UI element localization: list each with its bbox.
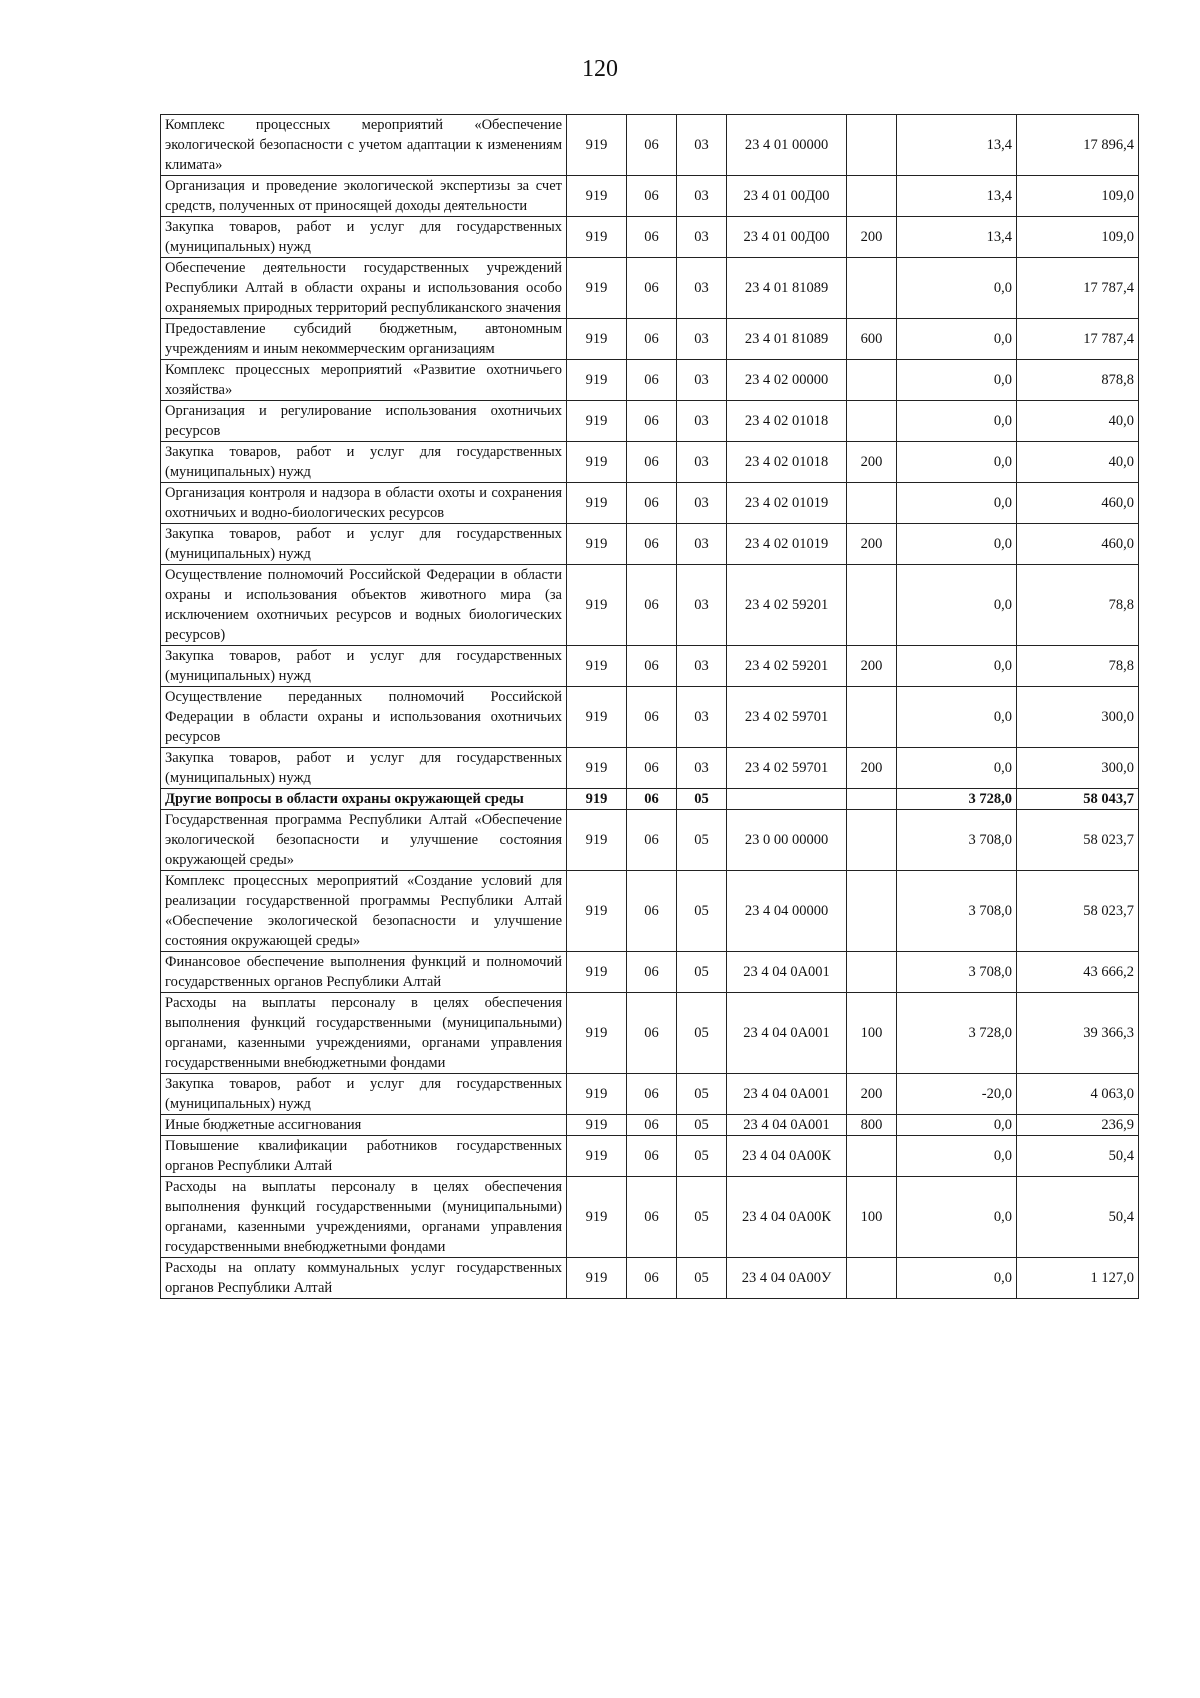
section-code: 06	[627, 687, 677, 748]
target-article-code: 23 4 02 01019	[727, 483, 847, 524]
expense-type-code: 200	[847, 524, 897, 565]
section-code: 06	[627, 952, 677, 993]
section-code: 06	[627, 115, 677, 176]
table-row	[161, 176, 1139, 217]
amount-total: 460,0	[1017, 524, 1139, 565]
row-name: Закупка товаров, работ и услуг для государственных (муниципальных) нужд	[161, 646, 567, 687]
section-code: 06	[627, 217, 677, 258]
row-name: Повышение квалификации работников государственных органов Республики Алтай	[161, 1136, 567, 1177]
target-article-code: 23 4 02 00000	[727, 360, 847, 401]
amount-total: 78,8	[1017, 646, 1139, 687]
table-row	[161, 401, 1139, 442]
amount-change: -20,0	[897, 1074, 1017, 1115]
section-code: 06	[627, 748, 677, 789]
grbs-code: 919	[567, 748, 627, 789]
budget-table	[160, 114, 1139, 1299]
subsection-code: 05	[677, 1115, 727, 1136]
section-code: 06	[627, 483, 677, 524]
target-article-code: 23 4 02 59201	[727, 565, 847, 646]
grbs-code: 919	[567, 952, 627, 993]
subsection-code: 05	[677, 952, 727, 993]
subsection-code: 03	[677, 217, 727, 258]
amount-change: 0,0	[897, 524, 1017, 565]
grbs-code: 919	[567, 319, 627, 360]
row-name: Закупка товаров, работ и услуг для государственных (муниципальных) нужд	[161, 217, 567, 258]
target-article-code: 23 4 04 0А00К	[727, 1136, 847, 1177]
amount-change: 0,0	[897, 1115, 1017, 1136]
table-row	[161, 871, 1139, 952]
subsection-code: 03	[677, 319, 727, 360]
expense-type-code	[847, 565, 897, 646]
expense-type-code: 100	[847, 993, 897, 1074]
row-name: Комплекс процессных мероприятий «Обеспечение экологической безопасности с учетом адаптации к изменениям климата»	[161, 115, 567, 176]
section-code: 06	[627, 319, 677, 360]
amount-total: 17 787,4	[1017, 319, 1139, 360]
amount-total: 460,0	[1017, 483, 1139, 524]
amount-change: 13,4	[897, 217, 1017, 258]
row-name: Закупка товаров, работ и услуг для государственных (муниципальных) нужд	[161, 442, 567, 483]
grbs-code: 919	[567, 1258, 627, 1299]
expense-type-code: 200	[847, 748, 897, 789]
grbs-code: 919	[567, 442, 627, 483]
table-row	[161, 217, 1139, 258]
row-name: Организация контроля и надзора в области охоты и сохранения охотничьих и водно-биологических ресурсов	[161, 483, 567, 524]
target-article-code: 23 4 02 59701	[727, 687, 847, 748]
subsection-code: 03	[677, 748, 727, 789]
subsection-code: 03	[677, 524, 727, 565]
row-name: Расходы на выплаты персоналу в целях обеспечения выполнения функций государственными (муниципальными) органами, казенными учреждениями, органами управления государственными внебюджетными фондами	[161, 993, 567, 1074]
row-name: Иные бюджетные ассигнования	[161, 1115, 567, 1136]
amount-total: 58 043,7	[1017, 789, 1139, 810]
grbs-code: 919	[567, 524, 627, 565]
subsection-code: 05	[677, 1074, 727, 1115]
expense-type-code: 200	[847, 646, 897, 687]
amount-change: 0,0	[897, 565, 1017, 646]
table-row	[161, 1177, 1139, 1258]
table-row	[161, 646, 1139, 687]
row-name: Осуществление полномочий Российской Федерации в области охраны и использования объектов животного мира (за исключением охотничьих ресурсов и водных биологических ресурсов)	[161, 565, 567, 646]
table-row	[161, 687, 1139, 748]
expense-type-code	[847, 1258, 897, 1299]
target-article-code: 23 4 01 81089	[727, 258, 847, 319]
target-article-code: 23 0 00 00000	[727, 810, 847, 871]
target-article-code: 23 4 01 00Д00	[727, 176, 847, 217]
row-name: Предоставление субсидий бюджетным, автономным учреждениям и иным некоммерческим организациям	[161, 319, 567, 360]
grbs-code: 919	[567, 1115, 627, 1136]
expense-type-code	[847, 687, 897, 748]
expense-type-code	[847, 1136, 897, 1177]
row-name: Финансовое обеспечение выполнения функций и полномочий государственных органов Республики Алтай	[161, 952, 567, 993]
expense-type-code	[847, 115, 897, 176]
amount-total: 50,4	[1017, 1136, 1139, 1177]
grbs-code: 919	[567, 483, 627, 524]
amount-total: 58 023,7	[1017, 871, 1139, 952]
expense-type-code	[847, 952, 897, 993]
amount-total: 78,8	[1017, 565, 1139, 646]
target-article-code: 23 4 04 00000	[727, 871, 847, 952]
row-name: Закупка товаров, работ и услуг для государственных (муниципальных) нужд	[161, 1074, 567, 1115]
target-article-code: 23 4 04 0А001	[727, 1074, 847, 1115]
row-name: Комплекс процессных мероприятий «Создание условий для реализации государственной программы Республики Алтай «Обеспечение экологической безопасности и улучшение состояния окружающей среды»	[161, 871, 567, 952]
expense-type-code: 100	[847, 1177, 897, 1258]
subsection-code: 05	[677, 789, 727, 810]
grbs-code: 919	[567, 646, 627, 687]
target-article-code: 23 4 01 00Д00	[727, 217, 847, 258]
target-article-code: 23 4 04 0А001	[727, 993, 847, 1074]
section-code: 06	[627, 442, 677, 483]
grbs-code: 919	[567, 565, 627, 646]
section-code: 06	[627, 646, 677, 687]
section-code: 06	[627, 258, 677, 319]
row-name: Закупка товаров, работ и услуг для государственных (муниципальных) нужд	[161, 748, 567, 789]
table-row	[161, 993, 1139, 1074]
page-number: 120	[582, 56, 618, 82]
amount-change: 0,0	[897, 748, 1017, 789]
section-code: 06	[627, 524, 677, 565]
amount-change: 0,0	[897, 258, 1017, 319]
target-article-code: 23 4 04 0А001	[727, 952, 847, 993]
amount-total: 109,0	[1017, 217, 1139, 258]
amount-change: 13,4	[897, 176, 1017, 217]
amount-total: 40,0	[1017, 442, 1139, 483]
target-article-code: 23 4 02 59701	[727, 748, 847, 789]
amount-total: 236,9	[1017, 1115, 1139, 1136]
subsection-code: 03	[677, 176, 727, 217]
subsection-code: 05	[677, 871, 727, 952]
amount-change: 0,0	[897, 360, 1017, 401]
amount-total: 58 023,7	[1017, 810, 1139, 871]
expense-type-code: 800	[847, 1115, 897, 1136]
amount-total: 17 787,4	[1017, 258, 1139, 319]
amount-change: 0,0	[897, 401, 1017, 442]
expense-type-code: 200	[847, 1074, 897, 1115]
table-row	[161, 748, 1139, 789]
expense-type-code	[847, 483, 897, 524]
subsection-code: 05	[677, 1136, 727, 1177]
amount-change: 0,0	[897, 319, 1017, 360]
subsection-code: 05	[677, 1258, 727, 1299]
amount-change: 3 708,0	[897, 871, 1017, 952]
table-row	[161, 789, 1139, 810]
target-article-code: 23 4 01 00000	[727, 115, 847, 176]
amount-change: 0,0	[897, 1136, 1017, 1177]
amount-total: 878,8	[1017, 360, 1139, 401]
section-code: 06	[627, 993, 677, 1074]
table-row	[161, 1258, 1139, 1299]
subsection-code: 03	[677, 483, 727, 524]
amount-total: 300,0	[1017, 687, 1139, 748]
table-row	[161, 565, 1139, 646]
table-row	[161, 810, 1139, 871]
row-name: Осуществление переданных полномочий Российской Федерации в области охраны и использования охотничьих ресурсов	[161, 687, 567, 748]
section-code: 06	[627, 401, 677, 442]
subsection-code: 05	[677, 1177, 727, 1258]
amount-change: 13,4	[897, 115, 1017, 176]
table-row	[161, 258, 1139, 319]
amount-change: 3 708,0	[897, 810, 1017, 871]
target-article-code: 23 4 04 0А00У	[727, 1258, 847, 1299]
table-row	[161, 952, 1139, 993]
amount-change: 0,0	[897, 646, 1017, 687]
grbs-code: 919	[567, 789, 627, 810]
section-code: 06	[627, 1177, 677, 1258]
row-name: Организация и регулирование использования охотничьих ресурсов	[161, 401, 567, 442]
amount-change: 0,0	[897, 1258, 1017, 1299]
amount-change: 0,0	[897, 1177, 1017, 1258]
target-article-code: 23 4 04 0А001	[727, 1115, 847, 1136]
subsection-code: 03	[677, 115, 727, 176]
section-code: 06	[627, 789, 677, 810]
expense-type-code	[847, 810, 897, 871]
table-body	[161, 115, 1139, 1299]
row-name: Комплекс процессных мероприятий «Развитие охотничьего хозяйства»	[161, 360, 567, 401]
subsection-code: 03	[677, 646, 727, 687]
row-name: Расходы на выплаты персоналу в целях обеспечения выполнения функций государственными (муниципальными) органами, казенными учреждениями, органами управления государственными внебюджетными фондами	[161, 1177, 567, 1258]
expense-type-code: 600	[847, 319, 897, 360]
section-code: 06	[627, 1136, 677, 1177]
amount-change: 3 728,0	[897, 789, 1017, 810]
amount-change: 3 728,0	[897, 993, 1017, 1074]
section-code: 06	[627, 1258, 677, 1299]
amount-total: 39 366,3	[1017, 993, 1139, 1074]
row-name: Закупка товаров, работ и услуг для государственных (муниципальных) нужд	[161, 524, 567, 565]
grbs-code: 919	[567, 115, 627, 176]
table-row	[161, 1136, 1139, 1177]
expense-type-code	[847, 871, 897, 952]
expense-type-code	[847, 401, 897, 442]
target-article-code: 23 4 02 01018	[727, 442, 847, 483]
target-article-code: 23 4 02 59201	[727, 646, 847, 687]
expense-type-code: 200	[847, 442, 897, 483]
amount-total: 300,0	[1017, 748, 1139, 789]
table-row	[161, 115, 1139, 176]
section-code: 06	[627, 565, 677, 646]
section-code: 06	[627, 360, 677, 401]
table-row	[161, 442, 1139, 483]
expense-type-code	[847, 360, 897, 401]
grbs-code: 919	[567, 687, 627, 748]
row-name: Другие вопросы в области охраны окружающей среды	[161, 789, 567, 810]
subsection-code: 03	[677, 401, 727, 442]
section-code: 06	[627, 1074, 677, 1115]
grbs-code: 919	[567, 176, 627, 217]
amount-change: 0,0	[897, 687, 1017, 748]
grbs-code: 919	[567, 1177, 627, 1258]
grbs-code: 919	[567, 993, 627, 1074]
subsection-code: 03	[677, 360, 727, 401]
table-row	[161, 1115, 1139, 1136]
amount-total: 109,0	[1017, 176, 1139, 217]
row-name: Обеспечение деятельности государственных учреждений Республики Алтай в области охраны и использования особо охраняемых природных территорий республиканского значения	[161, 258, 567, 319]
grbs-code: 919	[567, 217, 627, 258]
amount-change: 3 708,0	[897, 952, 1017, 993]
row-name: Расходы на оплату коммунальных услуг государственных органов Республики Алтай	[161, 1258, 567, 1299]
table-row	[161, 360, 1139, 401]
subsection-code: 03	[677, 565, 727, 646]
subsection-code: 03	[677, 687, 727, 748]
grbs-code: 919	[567, 810, 627, 871]
table-row	[161, 483, 1139, 524]
row-name: Государственная программа Республики Алтай «Обеспечение экологической безопасности и улучшение состояния окружающей среды»	[161, 810, 567, 871]
section-code: 06	[627, 176, 677, 217]
amount-total: 43 666,2	[1017, 952, 1139, 993]
grbs-code: 919	[567, 360, 627, 401]
section-code: 06	[627, 1115, 677, 1136]
grbs-code: 919	[567, 1074, 627, 1115]
target-article-code: 23 4 02 01019	[727, 524, 847, 565]
amount-change: 0,0	[897, 442, 1017, 483]
expense-type-code	[847, 176, 897, 217]
target-article-code: 23 4 01 81089	[727, 319, 847, 360]
amount-total: 40,0	[1017, 401, 1139, 442]
grbs-code: 919	[567, 258, 627, 319]
expense-type-code	[847, 789, 897, 810]
grbs-code: 919	[567, 401, 627, 442]
expense-type-code	[847, 258, 897, 319]
amount-change: 0,0	[897, 483, 1017, 524]
section-code: 06	[627, 810, 677, 871]
table-row	[161, 1074, 1139, 1115]
table-row	[161, 524, 1139, 565]
subsection-code: 03	[677, 442, 727, 483]
grbs-code: 919	[567, 871, 627, 952]
target-article-code	[727, 789, 847, 810]
amount-total: 1 127,0	[1017, 1258, 1139, 1299]
amount-total: 17 896,4	[1017, 115, 1139, 176]
target-article-code: 23 4 04 0А00К	[727, 1177, 847, 1258]
grbs-code: 919	[567, 1136, 627, 1177]
section-code: 06	[627, 871, 677, 952]
subsection-code: 03	[677, 258, 727, 319]
amount-total: 4 063,0	[1017, 1074, 1139, 1115]
target-article-code: 23 4 02 01018	[727, 401, 847, 442]
table-row	[161, 319, 1139, 360]
expense-type-code: 200	[847, 217, 897, 258]
subsection-code: 05	[677, 810, 727, 871]
subsection-code: 05	[677, 993, 727, 1074]
amount-total: 50,4	[1017, 1177, 1139, 1258]
row-name: Организация и проведение экологической экспертизы за счет средств, полученных от приносящей доходы деятельности	[161, 176, 567, 217]
